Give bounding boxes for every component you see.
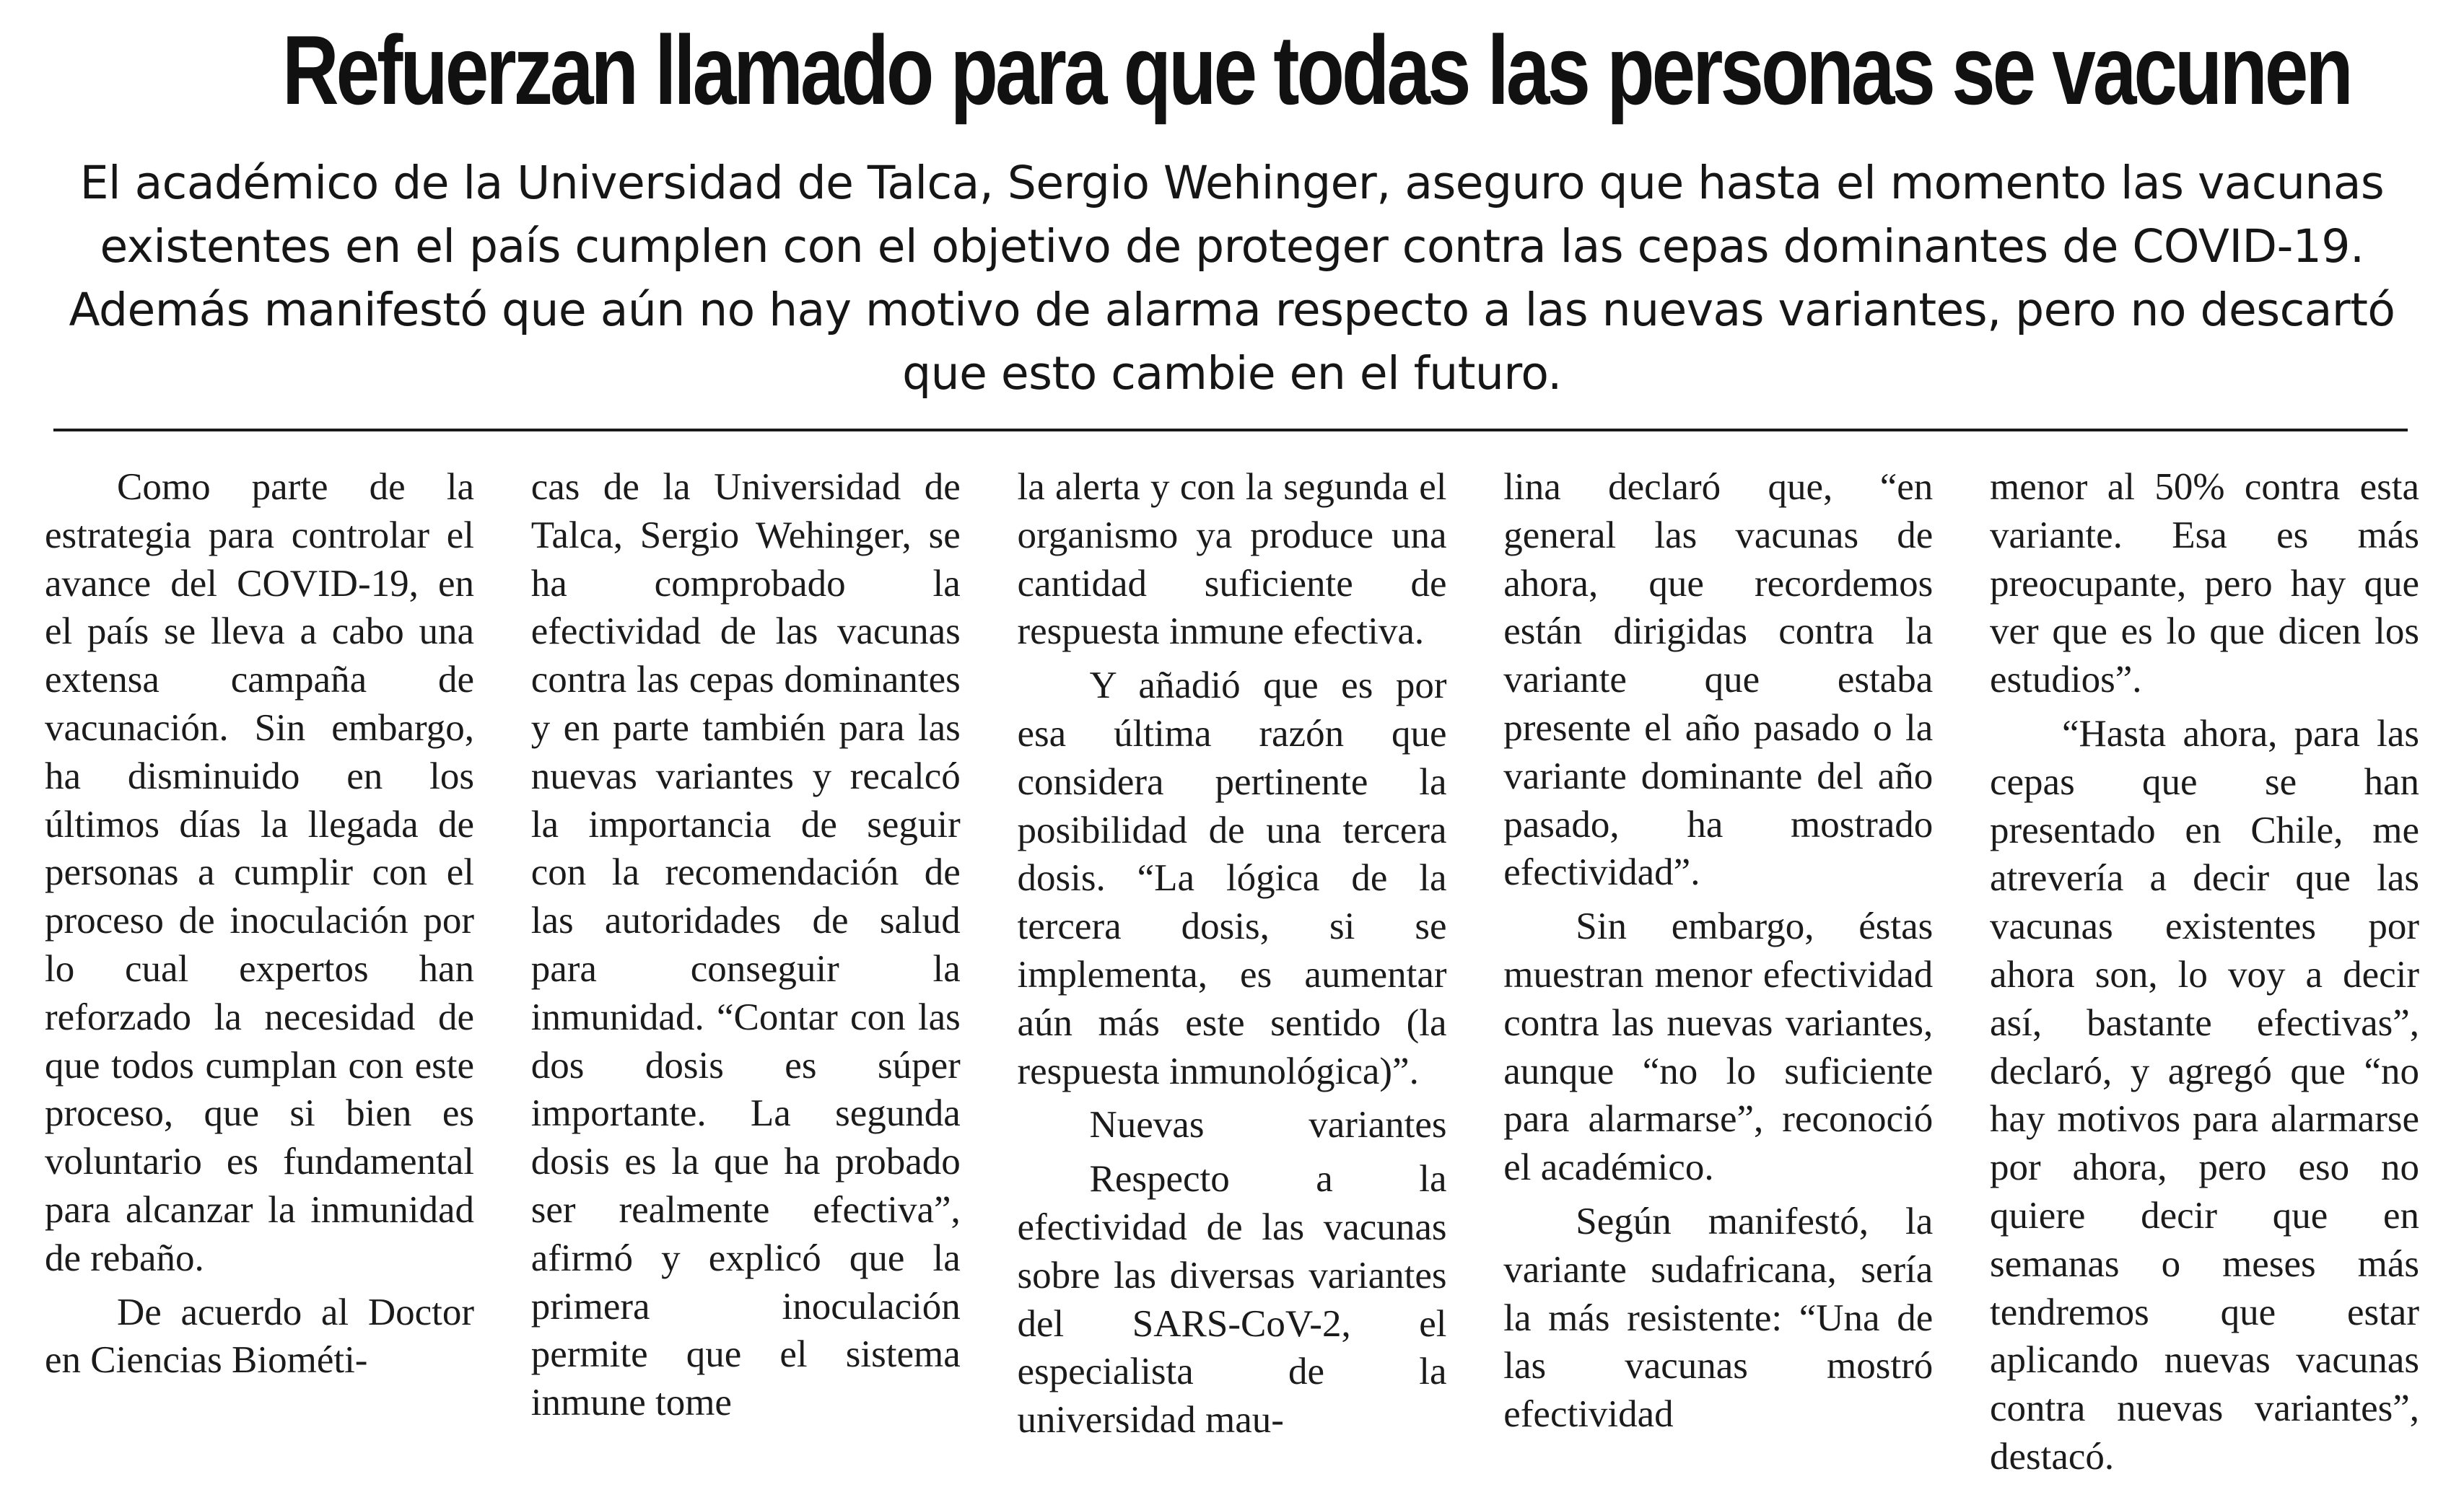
section-subhead: Nuevas variantes bbox=[1089, 1104, 1447, 1146]
paragraph: lina declaró que, “en general las vacunas de ahora, que recordemos están dirigidas contra la variante que estaba presente el año pasado o la variante dominante del año pasado, ha mostrado efectividad”. bbox=[1503, 466, 1934, 894]
paragraph: De acuerdo al Doctor en Ciencias Biométi- bbox=[45, 1291, 474, 1382]
column-5 bbox=[1990, 463, 2419, 1487]
article-body bbox=[45, 463, 2419, 1487]
headline: Refuerzan llamado para que todas las personas se vacunen bbox=[282, 15, 2351, 125]
paragraph: la alerta y con la segunda el organismo ya produce una cantidad suficiente de respuesta inmune efectiva. bbox=[1017, 466, 1447, 653]
paragraph: “Hasta ahora, para las cepas que se han presentado en Chile, me atrevería a decir que las vacunas existentes por ahora son, lo voy a decir así, bastante efectivas”, declaró, y agregó que “no hay motivos para alarmarse por ahora, pero eso no quiere decir que en semanas o meses más tendremos que estar aplicando nuevas vacunas contra nuevas variantes”, destacó. bbox=[1990, 712, 2419, 1478]
divider-rule bbox=[53, 429, 2408, 431]
paragraph: Y añadió que es por esa última razón que considera pertinente la posibilidad de una tercera dosis. “La lógica de la tercera dosis, si se implementa, es aumentar aún más este sentido (la respuesta inmunológica)”. bbox=[1017, 664, 1447, 1092]
paragraph: cas de la Universidad de Talca, Sergio Wehinger, se ha comprobado la efectividad de las vacunas contra las cepas dominantes y en parte también para las nuevas variantes y recalcó la importancia de seguir con la recomendación de las autoridades de salud para conseguir la inmunidad. “Contar con las dos dosis es súper importante. La segunda dosis es la que ha probado ser realmente efectiva”, afirmó y explicó que la primera inoculación permite que el sistema inmune tome bbox=[530, 466, 961, 1424]
paragraph: Sin embargo, éstas muestran menor efectividad contra las nuevas variantes, aunque “no lo suficiente para alarmarse”, reconoció el académico. bbox=[1503, 905, 1934, 1189]
column-3 bbox=[1018, 463, 1447, 1487]
column-4 bbox=[1503, 463, 1933, 1487]
paragraph: Como parte de la estrategia para controlar el avance del COVID-19, en el país se lleva a cabo una extensa campaña de vacunación. Sin embargo, ha disminuido en los últimos días la llegada de personas a cumplir con el proceso de inoculación por lo cual expertos han reforzado la necesidad de que todos cumplan con este proceso, que si bien es voluntario es fundamental para alcanzar la inmunidad de rebaño. bbox=[45, 466, 474, 1279]
paragraph: menor al 50% contra esta variante. Esa es más preocupante, pero hay que ver que es lo que dicen los estudios”. bbox=[1990, 466, 2419, 701]
column-1 bbox=[45, 463, 474, 1487]
paragraph: Según manifestó, la variante sudafricana, sería la más resistente: “Una de las vacunas mostró efectividad bbox=[1503, 1200, 1934, 1436]
deck-summary: El académico de la Universidad de Talca, Sergio Wehinger, aseguro que hasta el momento las vacunas existentes en el país cumplen con el objetivo de proteger contra las cepas dominantes de COVID-19. Además manifestó que aún no hay motivo de alarma respecto a las nuevas variantes, pero no descartó que esto cambie en el futuro. bbox=[69, 157, 2395, 400]
column-2 bbox=[531, 463, 961, 1487]
paragraph: Respecto a la efectividad de las vacunas sobre las diversas variantes del SARS-CoV-2, el especialista de la universidad mau- bbox=[1017, 1158, 1447, 1442]
